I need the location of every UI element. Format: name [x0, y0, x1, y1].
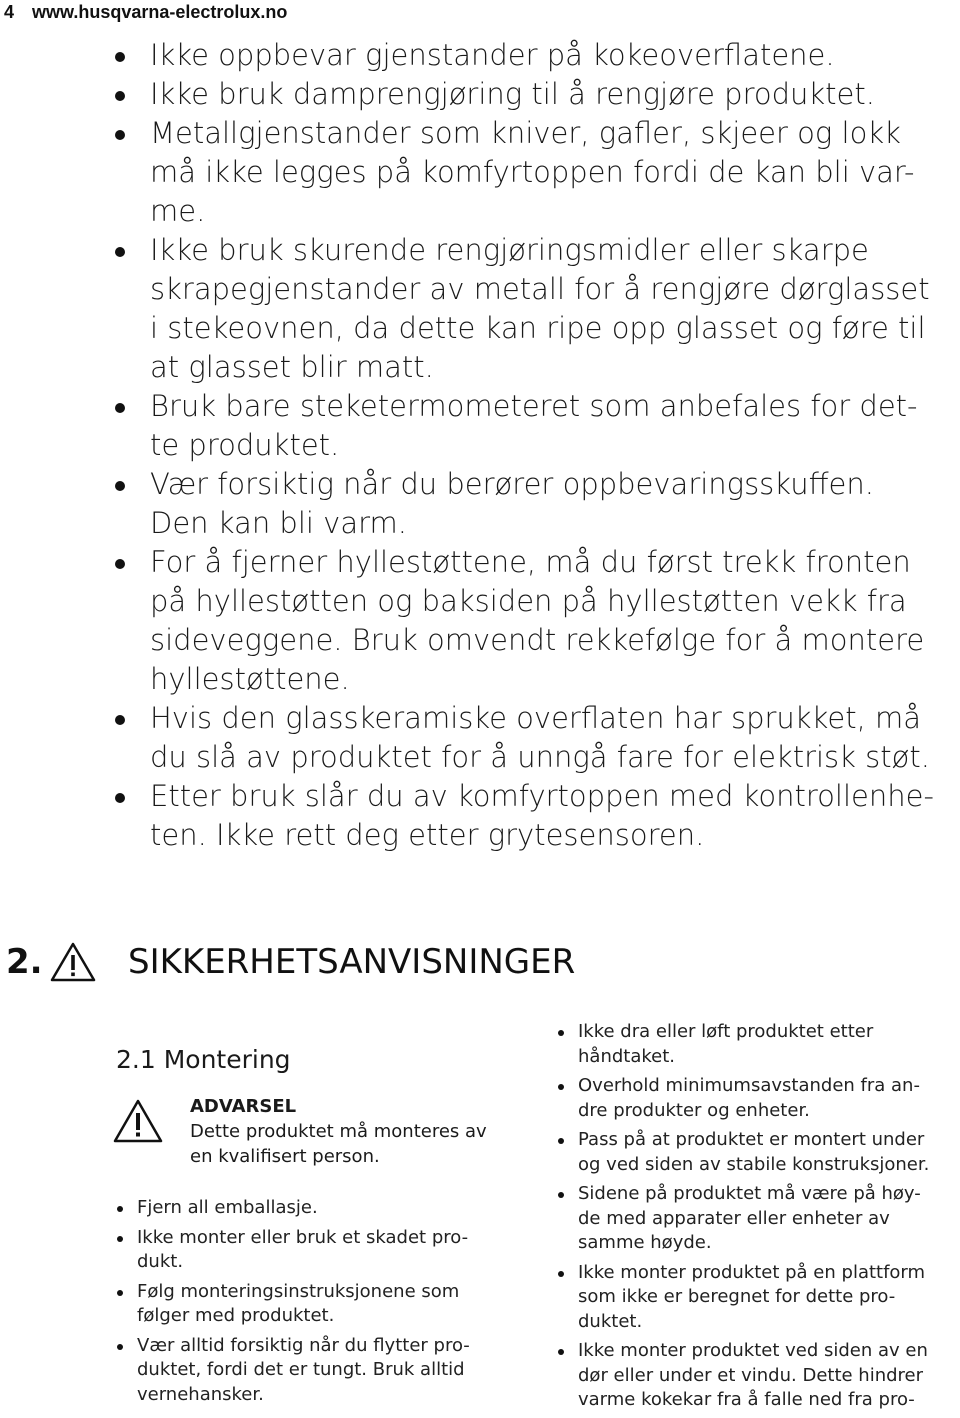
safety-bullet-list [110, 36, 960, 855]
list-item-line: må ikke legges på komfyrtoppen fordi de kan bli var- [150, 155, 915, 189]
warning-notice [190, 1094, 530, 1169]
list-item [556, 1074, 960, 1123]
subsection-title: 2.1 Montering [116, 1045, 291, 1074]
list-item-line: Vær alltid forsiktig når du flytter pro- [137, 1334, 470, 1356]
list-item-line: Sidene på produktet må være på høy- [578, 1183, 921, 1204]
list-item [556, 1128, 960, 1177]
list-item-line: de med apparater eller enheter av [578, 1207, 890, 1229]
list-item [115, 1280, 535, 1329]
list-item [115, 1196, 535, 1221]
list-item [115, 1226, 535, 1275]
list-item [556, 1020, 960, 1069]
list-item-line: duktet. [578, 1310, 643, 1332]
list-item-line: på hyllestøtten og baksiden på hyllestøtten vekk fra [150, 584, 907, 618]
list-item-line: som ikke er beregnet for dette pro- [578, 1286, 896, 1307]
list-item [110, 231, 960, 387]
installation-bullet-list-right [556, 1020, 960, 1418]
list-item-line: Ikke monter produktet på en plattform [578, 1261, 926, 1283]
list-item-line: ten. Ikke rett deg etter grytesensoren. [150, 818, 705, 852]
list-item-line: du slå av produktet for å unngå fare for elektrisk støt. [150, 740, 930, 774]
list-item-line: Bruk bare steketermometeret som anbefales for det- [150, 389, 918, 423]
section-number: 2. [6, 942, 43, 982]
list-item-line: Følg monteringsinstruksjonene som [137, 1280, 460, 1302]
list-item-line: håndtaket. [578, 1045, 675, 1067]
list-item-line: samme høyde. [578, 1232, 712, 1253]
list-item-line: følger med produktet. [137, 1305, 335, 1326]
list-item-line: dukt. [137, 1251, 184, 1272]
warning-text-line: Dette produktet må monteres av [190, 1121, 487, 1142]
list-item-line: dør eller under et vindu. Dette hindrer [578, 1364, 924, 1386]
list-item [115, 1334, 535, 1408]
list-item-line: Etter bruk slår du av komfyrtoppen med kontrollenhe- [150, 779, 934, 813]
list-item-line: Vær forsiktig når du berører oppbevaringsskuffen. [150, 467, 874, 501]
list-item [110, 75, 960, 114]
installation-bullet-list-left [115, 1196, 535, 1412]
list-item [556, 1261, 960, 1335]
page-header [4, 0, 287, 24]
list-item-line: te produktet. [150, 428, 340, 462]
list-item [110, 114, 960, 231]
list-item-line: at glasset blir matt. [150, 350, 434, 384]
list-item-line: Ikke oppbevar gjenstander på kokeoverflatene. [150, 38, 835, 72]
list-item-line: Ikke monter produktet ved siden av en [578, 1340, 928, 1361]
section-heading [6, 936, 575, 988]
list-item [556, 1182, 960, 1256]
website-url: www.husqvarna-electrolux.no [32, 2, 288, 22]
warning-text-line: en kvalifisert person. [190, 1146, 380, 1167]
list-item-line: Ikke monter eller bruk et skadet pro- [137, 1226, 469, 1248]
list-item-line: Pass på at produktet er montert under [578, 1129, 925, 1150]
warning-title: ADVARSEL [190, 1096, 297, 1117]
list-item [110, 699, 960, 777]
list-item-line: sideveggene. Bruk omvendt rekkefølge for å montere [150, 623, 925, 657]
list-item-line: og ved siden av stabile konstruksjoner. [578, 1153, 930, 1175]
list-item-line: i stekeovnen, da dette kan ripe opp glasset og føre til [150, 311, 926, 345]
list-item [110, 465, 960, 543]
list-item [110, 387, 960, 465]
list-item-line: Fjern all emballasje. [137, 1197, 318, 1218]
list-item-line: Metallgjenstander som kniver, gafler, skjeer og lokk [150, 116, 901, 150]
list-item-line: Ikke dra eller løft produktet etter [578, 1021, 874, 1042]
warning-triangle-icon [112, 1098, 164, 1144]
list-item-line: Den kan bli varm. [150, 506, 407, 540]
list-item-line: Ikke bruk damprengjøring til å rengjøre produktet. [150, 77, 875, 111]
list-item-line: me. [150, 194, 206, 228]
list-item-line: Overhold minimumsavstanden fra an- [578, 1075, 920, 1096]
list-item-line: For å fjerner hyllestøttene, må du først trekk fronten [150, 545, 911, 579]
list-item [110, 777, 960, 855]
list-item [110, 36, 960, 75]
section-title: SIKKERHETSANVISNINGER [128, 942, 576, 982]
list-item-line: hyllestøttene. [150, 662, 350, 696]
list-item-line: varme kokekar fra å falle ned fra pro- [578, 1389, 915, 1410]
list-item-line: vernehansker. [137, 1383, 264, 1405]
list-item [556, 1339, 960, 1413]
list-item [110, 543, 960, 699]
list-item-line: Ikke bruk skurende rengjøringsmidler eller skarpe [150, 233, 869, 267]
warning-triangle-icon [50, 941, 96, 983]
page-number: 4 [4, 2, 15, 22]
list-item-line: dre produkter og enheter. [578, 1099, 810, 1121]
list-item-line: skrapegjenstander av metall for å rengjøre dørglasset [150, 272, 930, 306]
list-item-line: Hvis den glasskeramiske overflaten har sprukket, må [150, 701, 922, 735]
list-item-line: duktet, fordi det er tungt. Bruk alltid [137, 1359, 465, 1380]
